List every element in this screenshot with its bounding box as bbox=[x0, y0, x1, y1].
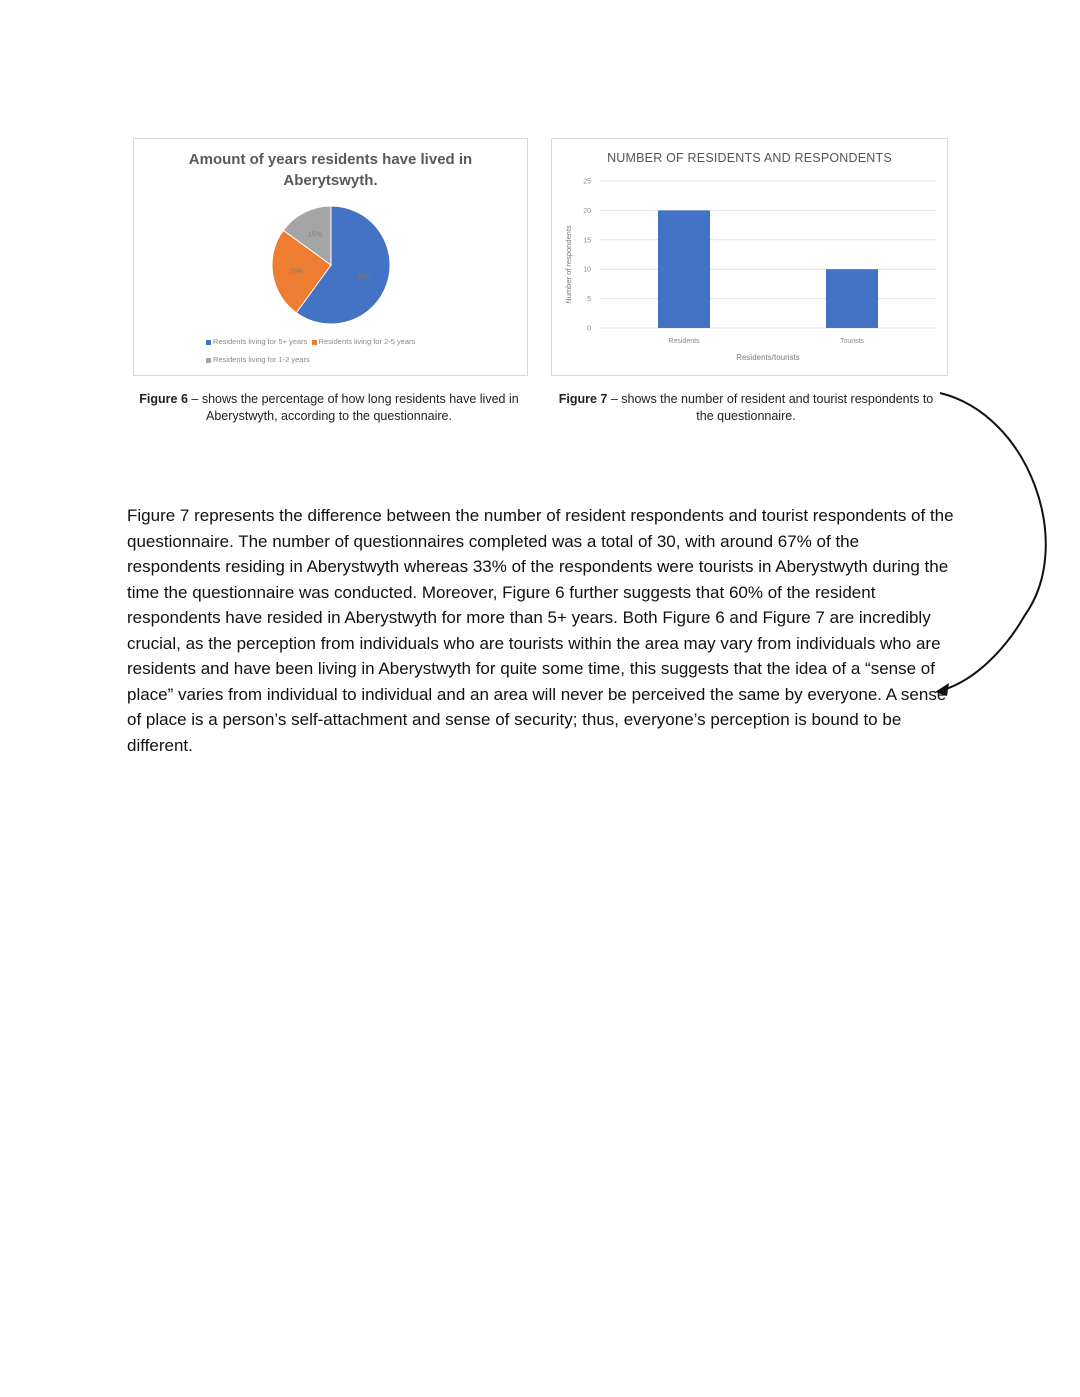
legend-label: Residents living for 5+ years bbox=[213, 337, 308, 346]
pie-data-label: 15% bbox=[307, 231, 322, 239]
bar bbox=[658, 210, 710, 328]
pie-legend-row-2 bbox=[206, 355, 310, 364]
figure-7-chart bbox=[551, 138, 948, 376]
bar-chart bbox=[552, 139, 947, 375]
legend-label: Residents living for 1-2 years bbox=[213, 355, 310, 364]
caption-label: Figure 7 bbox=[558, 392, 608, 406]
pie-data-label: 60% bbox=[357, 273, 372, 281]
pie-legend-row-1 bbox=[206, 337, 415, 346]
legend-label: Residents living for 2-5 years bbox=[318, 337, 416, 346]
pie-data-label: 25% bbox=[289, 268, 304, 276]
y-tick-label: 0 bbox=[587, 325, 591, 333]
y-tick-label: 15 bbox=[583, 237, 591, 245]
caption-text: – shows the percentage of how long residents have lived in Aberystwyth, according to the questionnaire. bbox=[187, 392, 519, 423]
bar-chart-title: NUMBER OF RESIDENTS AND RESPONDENTS bbox=[607, 151, 892, 165]
x-axis-label: Residents/tourists bbox=[736, 353, 800, 362]
legend-swatch bbox=[206, 340, 211, 345]
caption-text: – shows the number of resident and tourist respondents to the questionnaire. bbox=[607, 392, 934, 423]
y-tick-label: 20 bbox=[583, 207, 591, 215]
x-tick-label: Tourists bbox=[839, 338, 865, 345]
y-tick-label: 5 bbox=[587, 296, 591, 304]
figure-6-chart bbox=[133, 138, 528, 376]
legend-swatch bbox=[312, 340, 317, 345]
legend-item bbox=[312, 337, 416, 346]
figure-7-caption bbox=[551, 391, 941, 425]
y-axis-label: Number of respondents bbox=[564, 225, 573, 304]
legend-item bbox=[206, 355, 310, 364]
legend-swatch bbox=[206, 358, 211, 363]
x-tick-label: Residents bbox=[668, 338, 700, 345]
caption-label: Figure 6 bbox=[139, 392, 188, 406]
bar bbox=[826, 269, 878, 328]
legend-item bbox=[206, 337, 307, 346]
y-tick-label: 10 bbox=[583, 266, 591, 274]
pie-chart-title: Amount of years residents have lived in Aberytswyth. bbox=[188, 151, 473, 189]
y-tick-label: 25 bbox=[583, 178, 591, 186]
body-paragraph: Figure 7 represents the difference between the number of resident respondents and tourist respondents of the questionnaire. The number of questionnaires completed was a total of 30, with around 67% of the respondents residing in Aberystwyth whereas 33% of the respondents were tourists in Aberystwyth during the time the questionnaire was conducted. Moreover, Figure 6 further suggests that 60% of the resident respondents have resided in Aberystwyth for more than 5+ years. Both Figure 6 and Figure 7 are incredibly crucial, as the perception from individuals who are tourists within the area may vary from individuals who are residents and have been living in Aberystwyth for quite some time, this suggests that the idea of a “sense of place” varies from individual to individual and an area will never be perceived the same by everyone. A sense of place is a person’s self-attachment and sense of security; thus, everyone’s perception is bound to be different. bbox=[127, 506, 954, 755]
figure-6-caption bbox=[133, 391, 525, 425]
